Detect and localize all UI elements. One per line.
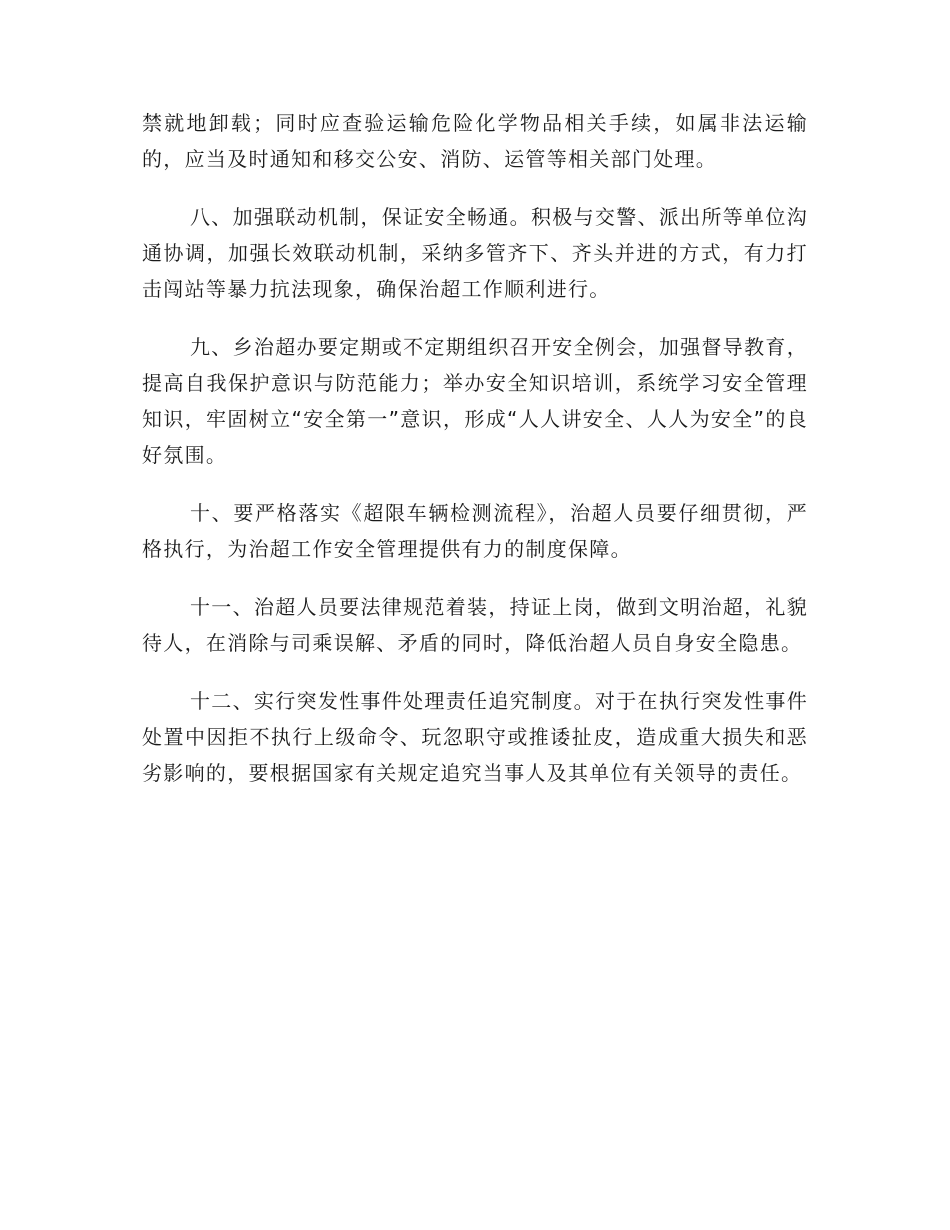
document-body — [142, 105, 808, 813]
paragraph-item-10: 十、要严格落实《超限车辆检测流程》，治超人员要仔细贯彻，严格执行，为治超工作安全管理提供有力的制度保障。 — [142, 501, 808, 561]
paragraph-continuation: 禁就地卸载；同时应查验运输危险化学物品相关手续，如属非法运输的，应当及时通知和移交公安、消防、运管等相关部门处理。 — [142, 111, 808, 171]
paragraph-item-11: 十一、治超人员要法律规范着装，持证上岗，做到文明治超，礼貌待人，在消除与司乘误解、矛盾的同时，降低治超人员自身安全隐患。 — [142, 595, 808, 655]
paragraph-item-9: 九、乡治超办要定期或不定期组织召开安全例会，加强督导教育，提高自我保护意识与防范能力；举办安全知识培训，系统学习安全管理知识，牢固树立“安全第一”意识，形成“人人讲安全、人人为安全”的良好氛围。 — [142, 335, 808, 467]
paragraph-item-8: 八、加强联动机制，保证安全畅通。积极与交警、派出所等单位沟通协调，加强长效联动机制，采纳多管齐下、齐头并进的方式，有力打击闯站等暴力抗法现象，确保治超工作顺利进行。 — [142, 205, 808, 301]
paragraph-item-12: 十二、实行突发性事件处理责任追究制度。对于在执行突发性事件处置中因拒不执行上级命令、玩忽职守或推诿扯皮，造成重大损失和恶劣影响的，要根据国家有关规定追究当事人及其单位有关领导的责任。 — [142, 689, 808, 785]
